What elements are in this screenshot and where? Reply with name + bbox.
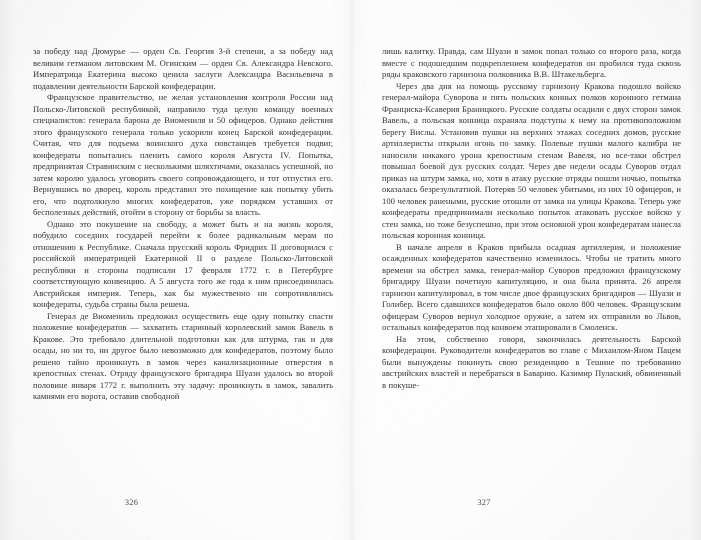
page-number-left: 326: [124, 498, 139, 507]
page-right-textblock: [382, 46, 681, 391]
page-left-textblock: [33, 46, 333, 403]
paragraph: Через два дня на помощь русскому гарнизону Кракова подошло войско генерал-майора Суворова и пять польских конных полков коронного гетмана Франциска-Ксаверия Браницкого. Русские солдаты осадили с двух сторон замок Вавель, а польская конница охраняла подступы к нему на противоположном берегу Вислы. Установив пушки на верхних этажах соседних домов, русские артиллеристы открыли огонь по замку. Полевые пушки малого калибра не наносили никакого урона крепостным стенам Вавеля, но все-таки обстрел повышал боевой дух русских солдат. Через две недели осады Суворов отдал приказ на штурм замка, но, хотя в атаку русские отряды пошли ночью, попытка оказалась безрезультатной. Потеряв 50 человек убитыми, из них 10 офицеров, и 100 человек ранеными, русские отошли от замка на улицы Кракова. Теперь уже конфедераты предпринимали несколько попыток атаковать русское войско у стен замка, но тоже безуспешно, при этом основной урон конфедератам нанесла польская коронная конница.: [382, 80, 681, 241]
paragraph: за победу над Дюмурье — орден Св. Георгия 3-й степени, а за победу над великим гетманом литовским М. Огинским — орден Св. Александра Невского. Императрица Екатерина высоко ценила заслуги Александра Васильевича в подавлении деятельности Барской конфедерации.: [33, 46, 333, 91]
paragraph: Генерал де Виомениль предложил осуществить еще одну попытку спасти положение конфедератов — захватить старинный королевский замок Вавель в Кракове. Это требовало длительной подготовки как для штурма, так и для осады, но ни то, ни другое было невозможно для конфедератов, поэтому было решено тайно проникнуть в замок через канализационные отверстия в крепостных стенах. Отряду французского бригадира Шуази удалось во второй половине января 1772 г. выполнить эту задачу: проникнуть в замок, завалить камнями его ворота, оставив свободной: [33, 310, 333, 402]
page-right: [351, 0, 701, 540]
page-number-right: 327: [477, 498, 491, 507]
paragraph: Однако это покушение на свободу, а может быть и на жизнь короля, побудило соседних государей перейти к более радикальным мерам по отношению к Республике. Сначала прусский король Фридрих II договорился с российской императрицей Екатериной II о разделе Польско-Литовской республики и стороны подписали 17 февраля 1772 г. в Петербурге соответствующую конвенцию. А 5 августа того же года к ним присоединилась Австрийская империя. Теперь, как бы мужественно ни сопротивлялись конфедераты, судьба страны была решена.: [33, 218, 333, 310]
paragraph: Французское правительство, не желая установления контроля России над Польско-Литовской республикой, направило туда целую команду военных специалистов: генерала барона де Виомениля и 50 офицеров. Однако действия этого французского генерала только ускорили конец Барской конфедерации. Считая, что для подъема воинского духа повстанцев требуется подвиг, конфедераты попытались пленить самого короля Августа IV. Попытка, предпринятая Стравинским с несколькими шляхтичами, оказалась успешной, но затем королю удалось уговорить своего сопровождающего, и тот отпустил его. Вернувшись во дворец, король представил это похищение как попытку убить его, что подтолкнуло многих конфедератов, уже порядком уставших от бесполезных действий, отойти в сторону от борьбы за власть.: [33, 92, 333, 218]
paragraph: В начале апреля в Краков прибыла осадная артиллерия, и положение осажденных конфедератов качественно изменилось. Чтобы не тратить много времени на обстрел замка, генерал-майор Суворов предложил французскому бригадиру Шуази почетную капитуляцию, и она была принята. 26 апреля гарнизон капитулировал, в том числе двое французских бригадиров — Шуази и Голибер. Всего сдавшихся конфедератов было около 800 человек. Французским офицерам Суворов вернул холодное оружие, а затем их отправили во Львов, остальных конфедератов под конвоем этапировали в Смоленск.: [382, 241, 681, 333]
paragraph: На этом, собственно говоря, закончилась деятельность Барской конфедерации. Руководители конфедератов во главе с Михаилом-Яном Пацем были вынуждены покинуть свою резиденцию в Тешине по требованию австрийских властей и перебраться в Баварию. Казимир Пулаский, обвиненный в покуше-: [382, 333, 681, 390]
paragraph: лишь калитку. Правда, сам Шуази в замок попал только со второго раза, когда вместе с подошедшим подкреплением конфедератов он пробился туда сквозь ряды краковского гарнизона полковника В.В. Штакельберга.: [382, 46, 681, 80]
